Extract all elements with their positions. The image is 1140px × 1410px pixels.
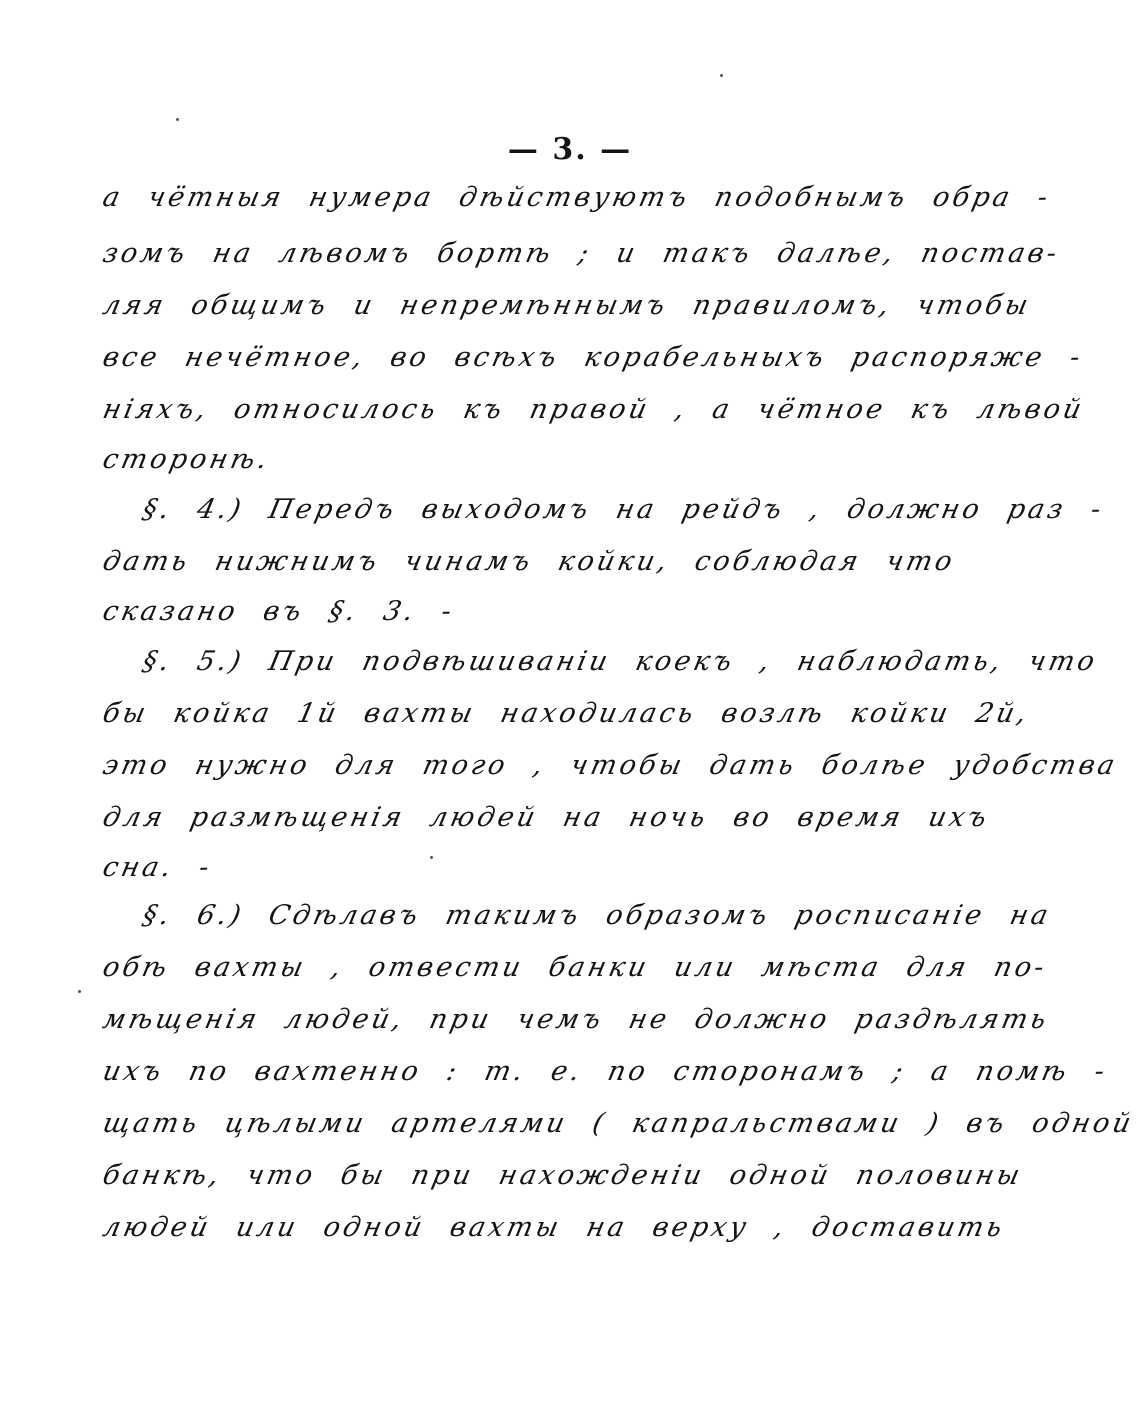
- paragraph-4-start: §. 4.) Передъ выходомъ на рейдъ , должно раз -: [140, 494, 1107, 525]
- paragraph-6-start: §. 6.) Сдѣлавъ такимъ образомъ росписаніе на: [140, 900, 1054, 931]
- text-line: для размѣщенія людей на ночь во время ихъ: [100, 802, 993, 833]
- text-line: ихъ по вахтенно : т. е. по сторонамъ ; а помѣ -: [100, 1056, 1111, 1087]
- ink-speck: [176, 118, 179, 121]
- text-line: а чётныя нумера дѣйствуютъ подобнымъ обра -: [100, 182, 1054, 213]
- paragraph-5-start: §. 5.) При подвѣшиваніи коекъ , наблюдать, что: [140, 646, 1101, 677]
- text-line: сказано въ §. 3. -: [100, 596, 458, 627]
- text-line: обѣ вахты , отвести банки или мѣста для по-: [100, 952, 1051, 983]
- text-line: ніяхъ, относилось къ правой , а чётное къ лѣвой: [100, 394, 1088, 425]
- ink-speck: [720, 74, 723, 77]
- text-line: ляя общимъ и непремѣннымъ правиломъ, чтобы: [100, 290, 1034, 321]
- text-line: бы койка 1й вахты находилась возлѣ койки 2й,: [100, 698, 1033, 729]
- text-line: банкѣ, что бы при нахожденіи одной половины: [100, 1160, 1026, 1191]
- text-line: щать цѣлыми артелями ( капральствами ) въ одной: [100, 1108, 1137, 1139]
- ink-speck: [78, 990, 81, 993]
- text-line: мѣщенія людей, при чемъ не должно раздѣлять: [100, 1004, 1052, 1035]
- text-line: людей или одной вахты на верху , доставить: [100, 1212, 1008, 1243]
- text-line: зомъ на лѣвомъ бортѣ ; и такъ далѣе, постав-: [100, 238, 1063, 269]
- text-line: сна. -: [100, 852, 216, 883]
- text-line: это нужно для того , чтобы дать болѣе удобства: [100, 750, 1121, 781]
- page-number: — 3. —: [507, 132, 633, 167]
- text-line: все нечётное, во всѣхъ корабельныхъ распоряже -: [100, 342, 1087, 373]
- text-line: сторонѣ.: [100, 444, 273, 475]
- text-line: дать нижнимъ чинамъ койки, соблюдая что: [100, 546, 959, 577]
